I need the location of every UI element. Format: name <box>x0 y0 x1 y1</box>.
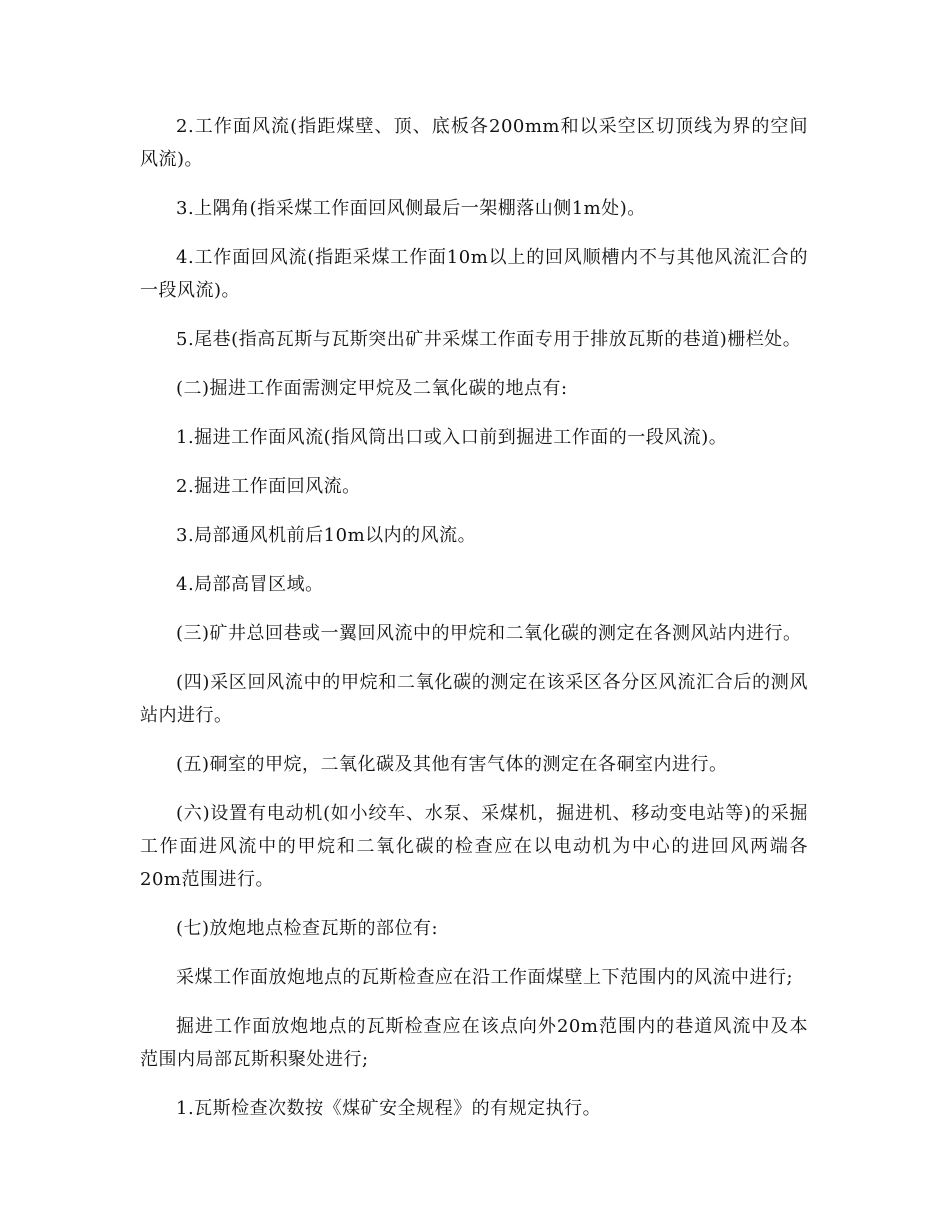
paragraph-8: 4.局部高冒区域。 <box>176 574 324 595</box>
paragraph-9: 采煤工作面放炮地点的瓦斯检查应在沿工作面煤壁上下范围内的风流中进行; <box>176 967 794 988</box>
paragraph-2: 3.上隅角(指采煤工作面回风侧最后一架棚落山侧1m处)。 <box>176 198 646 219</box>
paragraph-4: 5.尾巷(指高瓦斯与瓦斯突出矿井采煤工作面专用于排放瓦斯的巷道)栅栏处。 <box>176 329 802 350</box>
paragraph-11: 1.瓦斯检查次数按《煤矿安全规程》的有规定执行。 <box>176 1098 602 1119</box>
section-4: (四)采区回风流中的甲烷和二氧化碳的测定在该采区各分区风流汇合后的测风站内进行。 <box>140 672 808 726</box>
paragraph-7: 3.局部通风机前后10m以内的风流。 <box>176 525 477 546</box>
section-heading-2: (二)掘进工作面需测定甲烷及二氧化碳的地点有: <box>176 378 568 399</box>
paragraph-3: 4.工作面回风流(指距采煤工作面10m以上的回风顺槽内不与其他风流汇合的一段风流)。 <box>140 247 808 301</box>
document-body <box>140 110 808 1141</box>
paragraph-10: 掘进工作面放炮地点的瓦斯检查应在该点向外20m范围内的巷道风流中及本范围内局部瓦斯积聚处进行; <box>140 1016 808 1070</box>
section-6: (六)设置有电动机(如小绞车、水泵、采煤机，掘进机、移动变电站等)的采掘工作面进风流中的甲烷和二氧化碳的检查应在以电动机为中心的进回风两端各20m范围进行。 <box>140 803 808 890</box>
section-heading-7: (七)放炮地点检查瓦斯的部位有: <box>176 918 439 939</box>
paragraph-5: 1.掘进工作面风流(指风筒出口或入口前到掘进工作面的一段风流)。 <box>176 427 728 448</box>
section-5: (五)硐室的甲烷，二氧化碳及其他有害气体的测定在各硐室内进行。 <box>176 754 728 775</box>
section-3: (三)矿井总回巷或一翼回风流中的甲烷和二氧化碳的测定在各测风站内进行。 <box>176 623 802 644</box>
paragraph-1: 2.工作面风流(指距煤壁、顶、底板各200mm和以采空区切顶线为界的空间风流)。 <box>140 116 808 170</box>
paragraph-6: 2.掘进工作面回风流。 <box>176 476 361 497</box>
